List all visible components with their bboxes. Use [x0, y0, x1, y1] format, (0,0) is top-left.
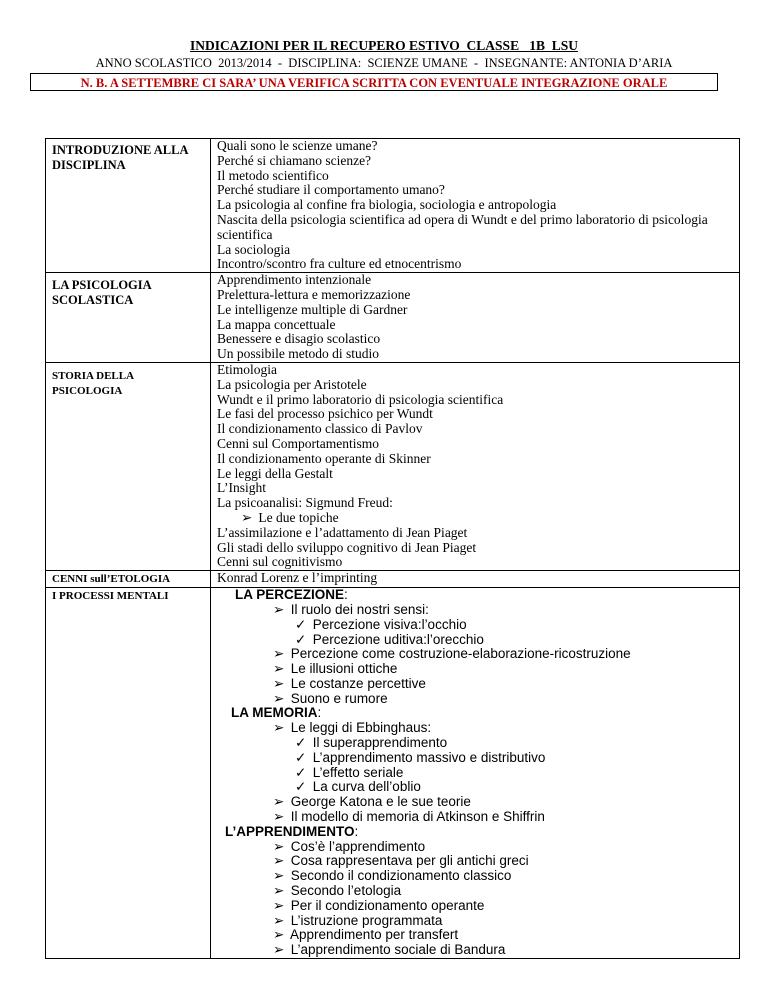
bullet-item: ➢ L’apprendimento sociale di Bandura	[273, 942, 506, 959]
list-item: Nascita della psicologia scientifica ad opera di Wundt e del primo laboratorio di psicologia scientifica	[217, 211, 708, 242]
list-item: Quali sono le scienze umane?	[217, 138, 378, 153]
section-title	[46, 362, 211, 570]
list-item: Wundt e il primo laboratorio di psicologia scientifica	[217, 391, 504, 407]
list-item: Konrad Lorenz e l’imprinting	[217, 570, 378, 586]
arrow-bullet-icon: ➢	[273, 690, 285, 707]
bullet-item: ➢ Apprendimento per transfert	[273, 927, 459, 944]
table-row	[46, 362, 740, 570]
list-item: L’Insight	[217, 480, 267, 496]
section-title-etologia: CENNI sull’ETOLOGIA	[52, 573, 171, 586]
list-item: Perché si chiamano scienze?	[217, 152, 372, 168]
arrow-bullet-icon: ➢	[273, 912, 285, 929]
list-item: Il metodo scientifico	[217, 167, 329, 183]
arrow-bullet-icon: ➢	[273, 661, 285, 678]
check-item: ✓ La curva dell’oblio	[295, 779, 421, 796]
list-item: Gli stadi dello sviluppo cognitivo di Jean Piaget	[217, 539, 477, 555]
list-item: Le intelligenze multiple di Gardner	[217, 301, 408, 317]
arrow-bullet-icon: ➢	[273, 646, 285, 663]
list-item: Le leggi della Gestalt	[217, 465, 333, 481]
bullet-item: ➢ Le leggi di Ebbinghaus:	[273, 720, 432, 737]
bullet-item: ➢ Il modello di memoria di Atkinson e Shiffrin	[273, 809, 545, 826]
bullet-item: ➢ Suono e rumore	[273, 690, 388, 707]
notice-box: N. B. A SETTEMBRE CI SARA’ UNA VERIFICA SCRITTA CON EVENTUALE INTEGRAZIONE ORALE	[30, 73, 718, 91]
list-item: Etimologia	[217, 361, 277, 377]
section-title	[46, 273, 211, 363]
list-item: Benessere e disagio scolastico	[217, 331, 381, 347]
section-title-processi: I PROCESSI MENTALI	[52, 590, 169, 603]
table-row	[46, 571, 740, 588]
arrow-bullet-icon: ➢	[273, 927, 285, 944]
section-title-scolastica: LA PSICOLOGIA SCOLASTICA	[52, 278, 151, 308]
section-title	[46, 139, 211, 273]
list-item: Incontro/scontro fra culture ed etnocentrismo	[217, 256, 462, 272]
list-item: Le fasi del processo psichico per Wundt	[217, 406, 433, 422]
list-item: La mappa concettuale	[217, 316, 336, 332]
arrow-bullet-icon: ➢	[273, 868, 285, 885]
section-content	[211, 273, 740, 363]
arrow-bullet-icon: ➢	[273, 838, 285, 855]
arrow-bullet-icon: ➢	[273, 720, 285, 737]
bullet-item: ➢ Le due topiche	[241, 509, 339, 526]
arrow-bullet-icon: ➢	[273, 601, 285, 618]
list-item: Perché studiare il comportamento umano?	[217, 182, 445, 198]
bullet-item: ➢ Percezione come costruzione-elaborazione-ricostruzione	[273, 646, 631, 663]
table-row	[46, 588, 740, 959]
check-item: ✓ L’apprendimento massivo e distributivo	[295, 749, 546, 766]
arrow-bullet-icon: ➢	[273, 794, 285, 811]
section-content	[211, 362, 740, 570]
check-icon: ✓	[295, 735, 307, 752]
arrow-bullet-icon: ➢	[273, 942, 285, 959]
section-content	[211, 571, 740, 588]
bullet-item: ➢ Il ruolo dei nostri sensi:	[273, 601, 429, 618]
bullet-item: ➢ Cos’è l’apprendimento	[273, 838, 426, 855]
bullet-item: ➢ L’istruzione programmata	[273, 912, 443, 929]
bullet-item: ➢ Secondo l’etologia	[273, 883, 402, 900]
arrow-bullet-icon: ➢	[273, 809, 285, 826]
arrow-bullet-icon: ➢	[273, 675, 285, 692]
subsection-heading: LA PERCEZIONE:	[235, 587, 348, 603]
document-title: INDICAZIONI PER IL RECUPERO ESTIVO CLASSE 1B LSU	[190, 38, 578, 53]
table-row	[46, 273, 740, 363]
check-item: ✓ L’effetto seriale	[295, 764, 404, 781]
arrow-bullet-icon: ➢	[273, 853, 285, 870]
check-icon: ✓	[295, 749, 307, 766]
check-icon: ✓	[295, 779, 307, 796]
check-icon: ✓	[295, 616, 307, 633]
list-item: Il condizionamento operante di Skinner	[217, 450, 431, 466]
bullet-item: ➢ George Katona e le sue teorie	[273, 794, 471, 811]
arrow-bullet-icon: ➢	[241, 509, 253, 526]
check-item: ✓ Percezione visiva:l’occhio	[295, 616, 467, 633]
section-title	[46, 588, 211, 959]
section-title	[46, 571, 211, 588]
list-item: Cenni sul Comportamentismo	[217, 435, 379, 451]
bullet-item: ➢ Secondo il condizionamento classico	[273, 868, 512, 885]
section-content	[211, 139, 740, 273]
program-table	[45, 138, 740, 959]
document-subtitle: ANNO SCOLASTICO 2013/2014 - DISCIPLINA: SCIENZE UMANE - INSEGNANTE: ANTONIA D’ARIA	[95, 56, 673, 70]
subsection-heading: L’APPRENDIMENTO:	[225, 823, 359, 839]
arrow-bullet-icon: ➢	[273, 897, 285, 914]
table-row	[46, 139, 740, 273]
check-item: ✓ Percezione uditiva:l’orecchio	[295, 631, 484, 648]
list-item: Un possibile metodo di studio	[217, 346, 379, 362]
check-icon: ✓	[295, 764, 307, 781]
list-item: L’assimilazione e l’adattamento di Jean Piaget	[217, 524, 468, 540]
list-item: Il condizionamento classico di Pavlov	[217, 421, 423, 437]
bullet-item: ➢ Le costanze percettive	[273, 675, 426, 692]
list-item: Prelettura-lettura e memorizzazione	[217, 286, 411, 302]
list-item: Apprendimento intenzionale	[217, 272, 372, 288]
check-item: ✓ Il superapprendimento	[295, 735, 448, 752]
subsection-heading: LA MEMORIA:	[231, 705, 322, 721]
list-item: La psicologia al confine fra biologia, sociologia e antropologia	[217, 197, 557, 213]
bullet-item: ➢ Cosa rappresentava per gli antichi greci	[273, 853, 529, 870]
bullet-item: ➢ Per il condizionamento operante	[273, 897, 485, 914]
section-title-storia: STORIA DELLA PSICOLOGIA	[52, 369, 134, 397]
section-content	[211, 588, 740, 959]
list-item: Cenni sul cognitivismo	[217, 554, 343, 570]
bullet-item: ➢ Le illusioni ottiche	[273, 661, 398, 678]
arrow-bullet-icon: ➢	[273, 883, 285, 900]
section-title-intro: INTRODUZIONE ALLA DISCIPLINA	[52, 143, 188, 172]
list-item: La sociologia	[217, 241, 291, 257]
list-item: La psicologia per Aristotele	[217, 376, 367, 392]
list-item: La psicoanalisi: Sigmund Freud:	[217, 495, 393, 511]
check-icon: ✓	[295, 631, 307, 648]
